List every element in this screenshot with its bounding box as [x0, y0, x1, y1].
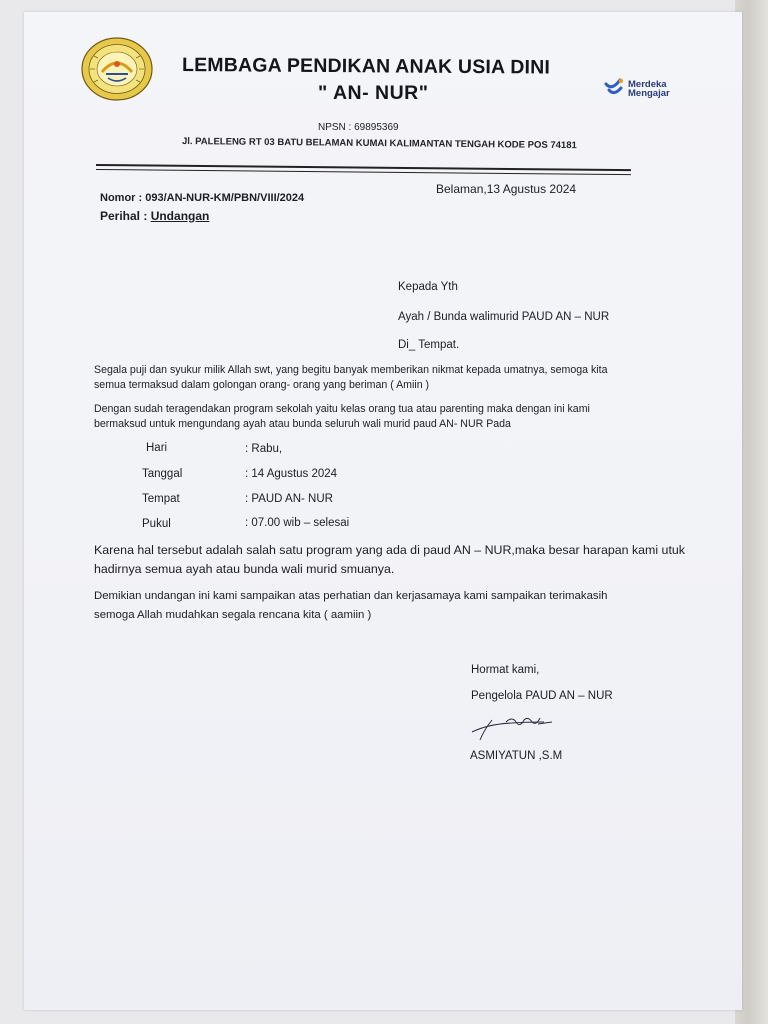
- letter-paper: [24, 12, 742, 1010]
- merdeka-mengajar-logo-icon: [603, 76, 625, 100]
- detail-value-time: : 07.00 wib – selesai: [245, 517, 350, 529]
- handwritten-signature: [468, 710, 558, 744]
- detail-value-place: : PAUD AN- NUR: [245, 493, 333, 505]
- letter-number: Nomor : 093/AN-NUR-KM/PBN/VIII/2024: [100, 192, 305, 204]
- closing-role: Pengelola PAUD AN – NUR: [471, 690, 613, 702]
- subject-label: Perihal :: [100, 209, 151, 223]
- paragraph-opening-line-2: semua termaksud dalam golongan orang- orang yang beriman ( Amiin ): [94, 379, 430, 391]
- school-name: " AN- NUR": [318, 82, 429, 104]
- detail-label-day: Hari: [146, 442, 168, 454]
- detail-label-date: Tanggal: [142, 468, 183, 480]
- detail-value-date: : 14 Agustus 2024: [245, 468, 338, 480]
- recipient-line-2: Ayah / Bunda walimurid PAUD AN – NUR: [398, 311, 610, 323]
- npsn-number: NPSN : 69895369: [318, 122, 399, 133]
- detail-label-time: Pukul: [142, 518, 171, 530]
- paragraph-closing-line-2: semoga Allah mudahkan segala rencana kita ( aamiin ): [94, 609, 372, 621]
- paragraph-invitation-line-1: Dengan sudah teragendakan program sekolah yaitu kelas orang tua atau parenting maka dengan ini kami: [94, 403, 590, 415]
- closing-greeting: Hormat kami,: [471, 664, 540, 676]
- school-address: Jl. PALELENG RT 03 BATU BELAMAN KUMAI KALIMANTAN TENGAH KODE POS 74181: [181, 136, 577, 152]
- detail-label-place: Tempat: [142, 493, 180, 505]
- merdeka-line2: Mengajar: [628, 88, 670, 99]
- recipient-line-3: Di_ Tempat.: [398, 339, 460, 351]
- paragraph-invitation-line-2: bermaksud untuk mengundang ayah atau bunda seluruh wali murid paud AN- NUR Pada: [94, 418, 511, 430]
- merdeka-line1: Merdeka: [628, 79, 667, 90]
- school-seal-icon: [80, 36, 154, 102]
- signer-name: ASMIYATUN ,S.M: [470, 750, 563, 762]
- recipient-line-1: Kepada Yth: [398, 281, 458, 293]
- letter-subject: [100, 209, 209, 223]
- merdeka-mengajar-label: [628, 80, 670, 98]
- subject-value: Undangan: [150, 209, 210, 223]
- detail-value-day: : Rabu,: [245, 443, 283, 455]
- paragraph-hope-line-1: Karena hal tersebut adalah salah satu program yang ada di paud AN – NUR,maka besar harapan kami utuk: [94, 543, 685, 557]
- paragraph-closing-line-1: Demikian undangan ini kami sampaikan atas perhatian dan kerjasamaya kami sampaikan terimakasih: [94, 590, 608, 602]
- institution-name: LEMBAGA PENDIKAN ANAK USIA DINI: [181, 54, 551, 79]
- paragraph-opening-line-1: Segala puji dan syukur milik Allah swt, yang begitu banyak memberikan nikmat kepada umatnya, semoga kita: [94, 364, 608, 376]
- paragraph-hope-line-2: hadirnya semua ayah atau bunda wali murid smuanya.: [94, 562, 395, 576]
- place-date: Belaman,13 Agustus 2024: [436, 182, 577, 196]
